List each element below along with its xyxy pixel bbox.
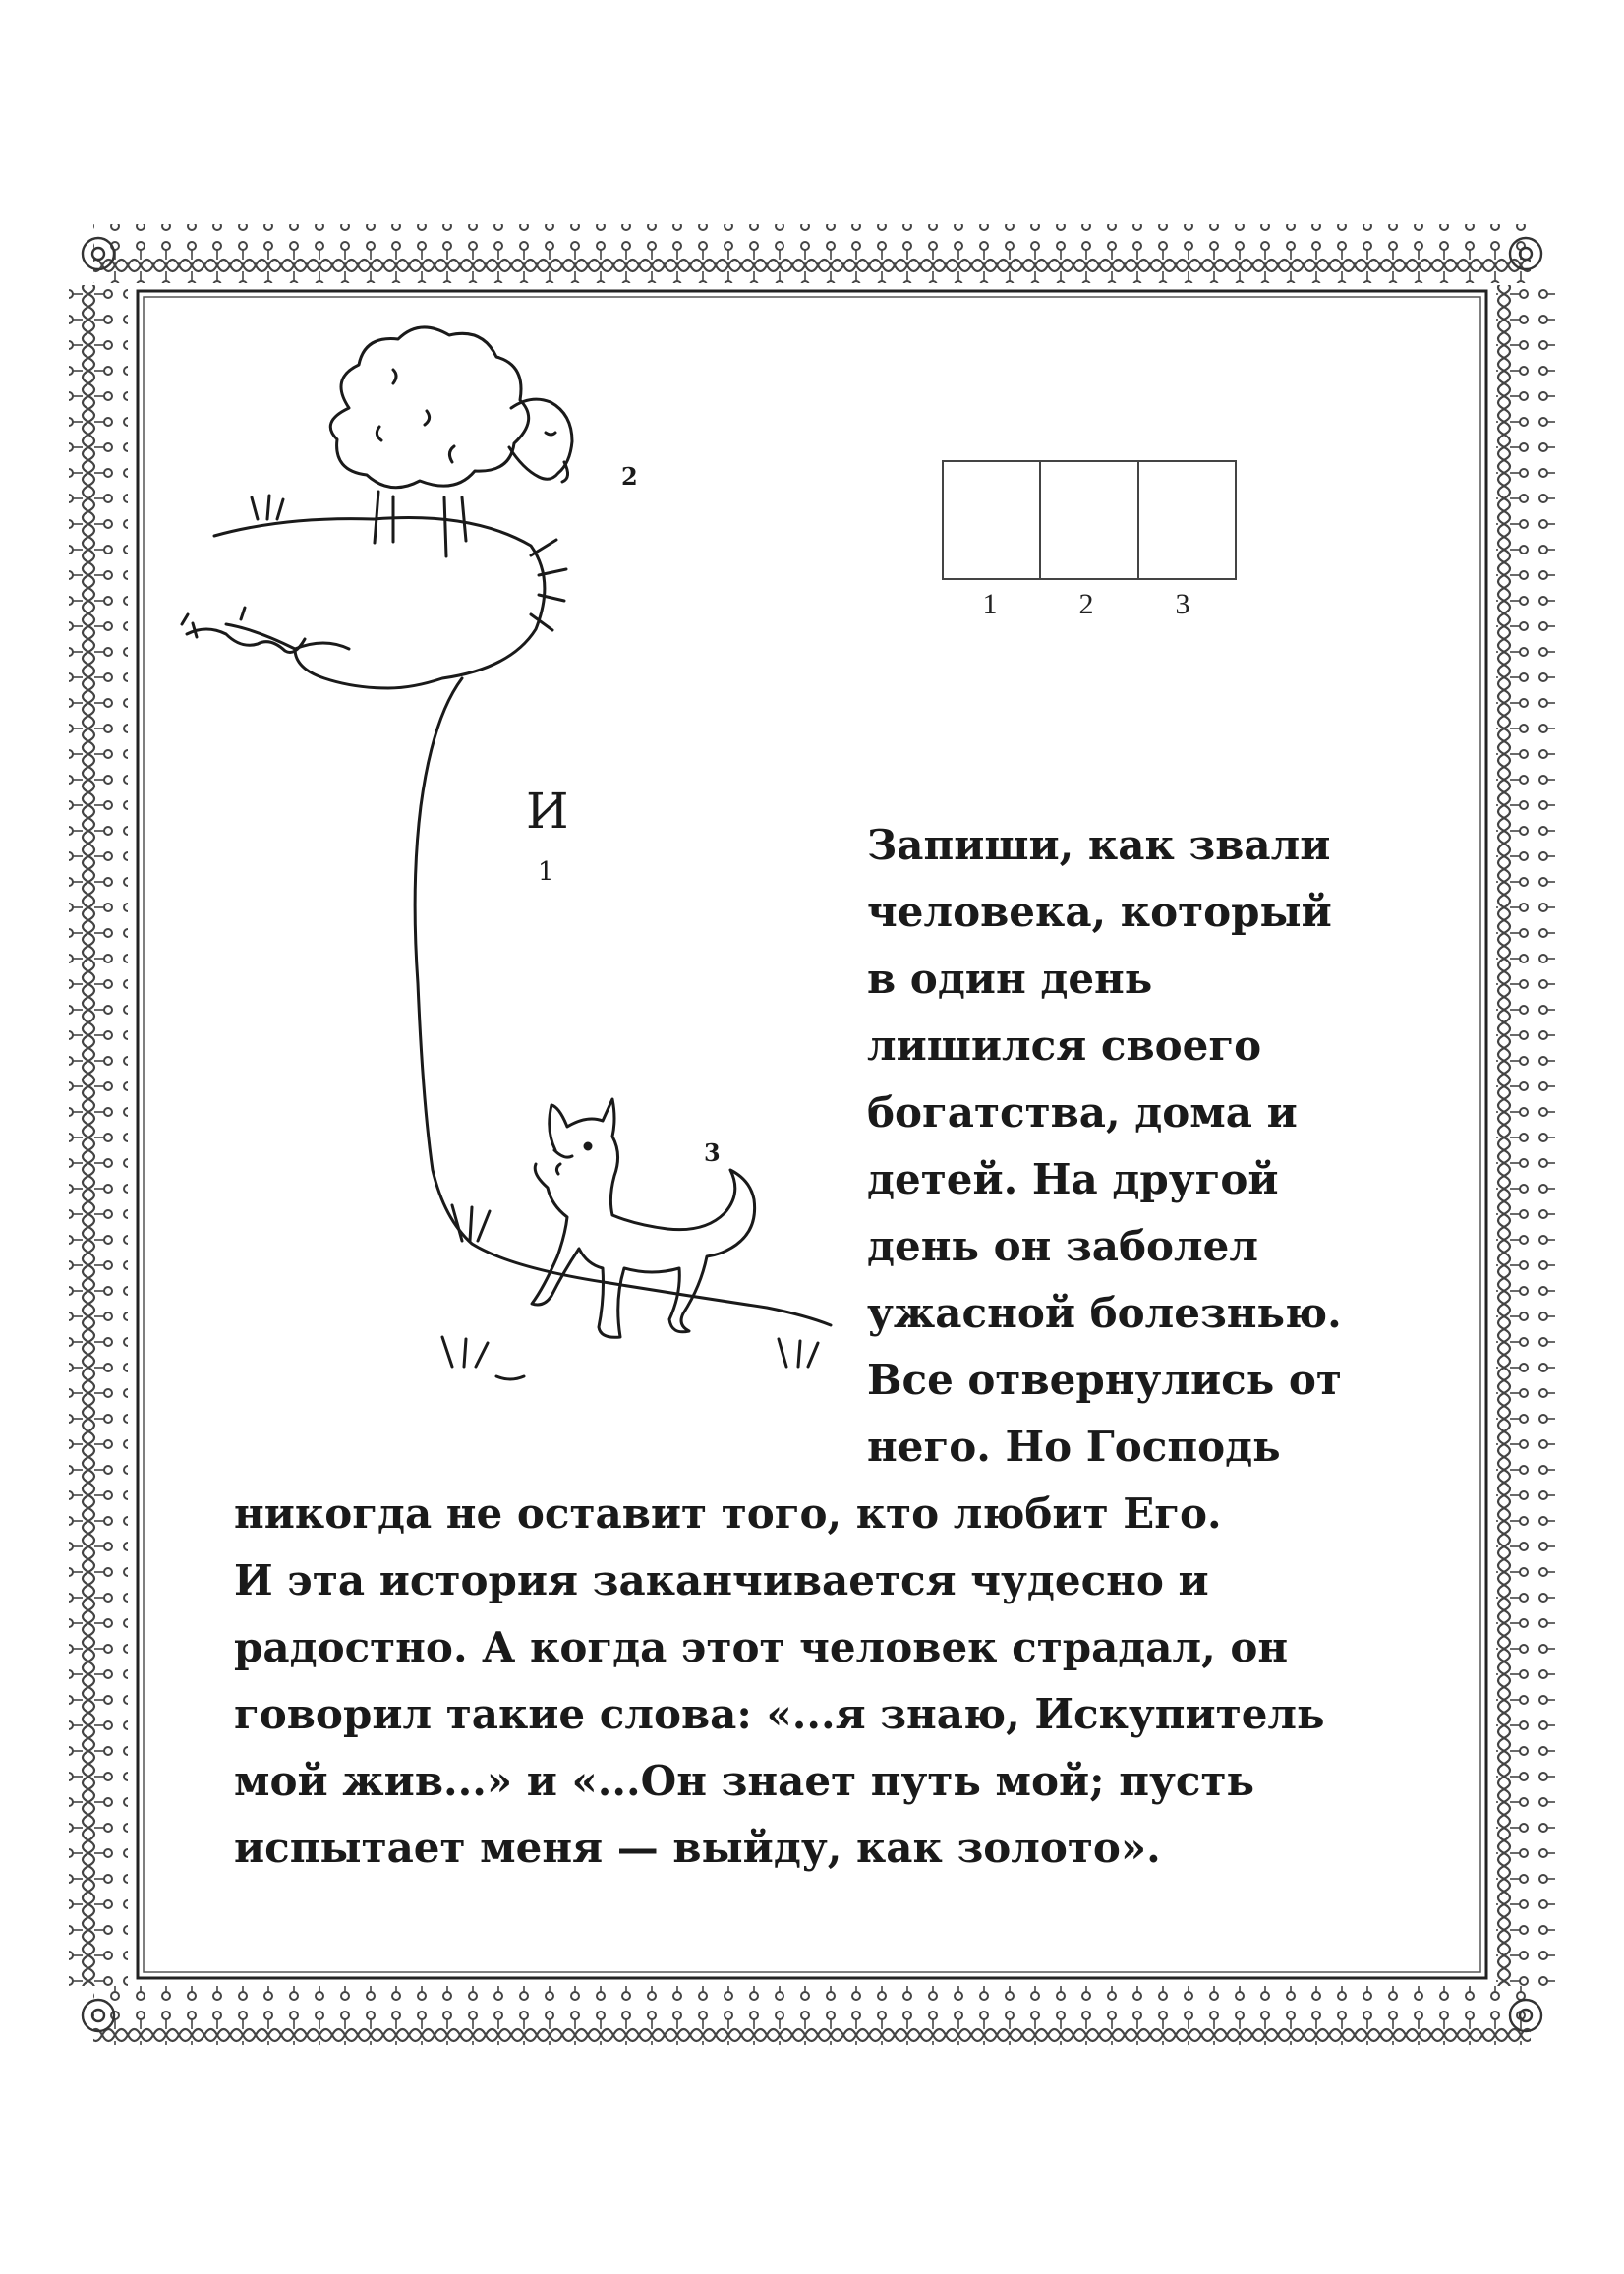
text-line: радостно. А когда этот человек страдал, он	[234, 1623, 1289, 1671]
text-line: детей. На другой	[867, 1155, 1279, 1203]
cliff-outline	[214, 518, 545, 688]
text-line: говорил такие слова: «...я знаю, Искупитель	[234, 1690, 1325, 1738]
sheep-body	[330, 327, 528, 488]
sheep-number-label: 2	[621, 462, 638, 491]
answer-box-1[interactable]	[944, 462, 1041, 578]
cliff-pillar	[415, 678, 831, 1325]
answer-box-number: 3	[1175, 588, 1190, 620]
text-line: человека, который	[867, 888, 1332, 936]
text-line: И эта история заканчивается чудесно и	[234, 1556, 1209, 1604]
text-line: богатства, дома и	[867, 1088, 1298, 1137]
dog-number-label: 3	[704, 1138, 721, 1167]
answer-box-numbers	[942, 588, 1237, 621]
answer-box-3[interactable]	[1139, 462, 1235, 578]
main-paragraph	[234, 1481, 1325, 1882]
text-line: никогда не оставит того, кто любит Его.	[234, 1489, 1222, 1538]
dog-mouth	[554, 1150, 572, 1174]
answer-box-2[interactable]	[1041, 462, 1138, 578]
answer-box-number: 1	[982, 588, 998, 620]
text-line: мой жив...» и «...Он знает путь мой; пусть	[234, 1757, 1255, 1805]
given-letter: И	[526, 783, 569, 840]
text-line: день он заболел	[867, 1222, 1258, 1270]
text-line: него. Но Господь	[867, 1423, 1281, 1471]
illustration	[157, 324, 865, 1435]
text-line: испытает меня — выйду, как золото».	[234, 1824, 1161, 1872]
side-paragraph	[867, 812, 1342, 1481]
text-line: лишился своего	[867, 1021, 1262, 1070]
text-line: ужасной болезнью.	[867, 1289, 1342, 1337]
answer-boxes	[942, 460, 1237, 580]
given-letter-number: 1	[538, 857, 554, 887]
answer-box-number: 2	[1078, 588, 1094, 620]
text-line: Запиши, как звали	[867, 821, 1331, 869]
text-line: в один день	[867, 955, 1153, 1003]
text-line: Все отвернулись от	[867, 1356, 1342, 1404]
